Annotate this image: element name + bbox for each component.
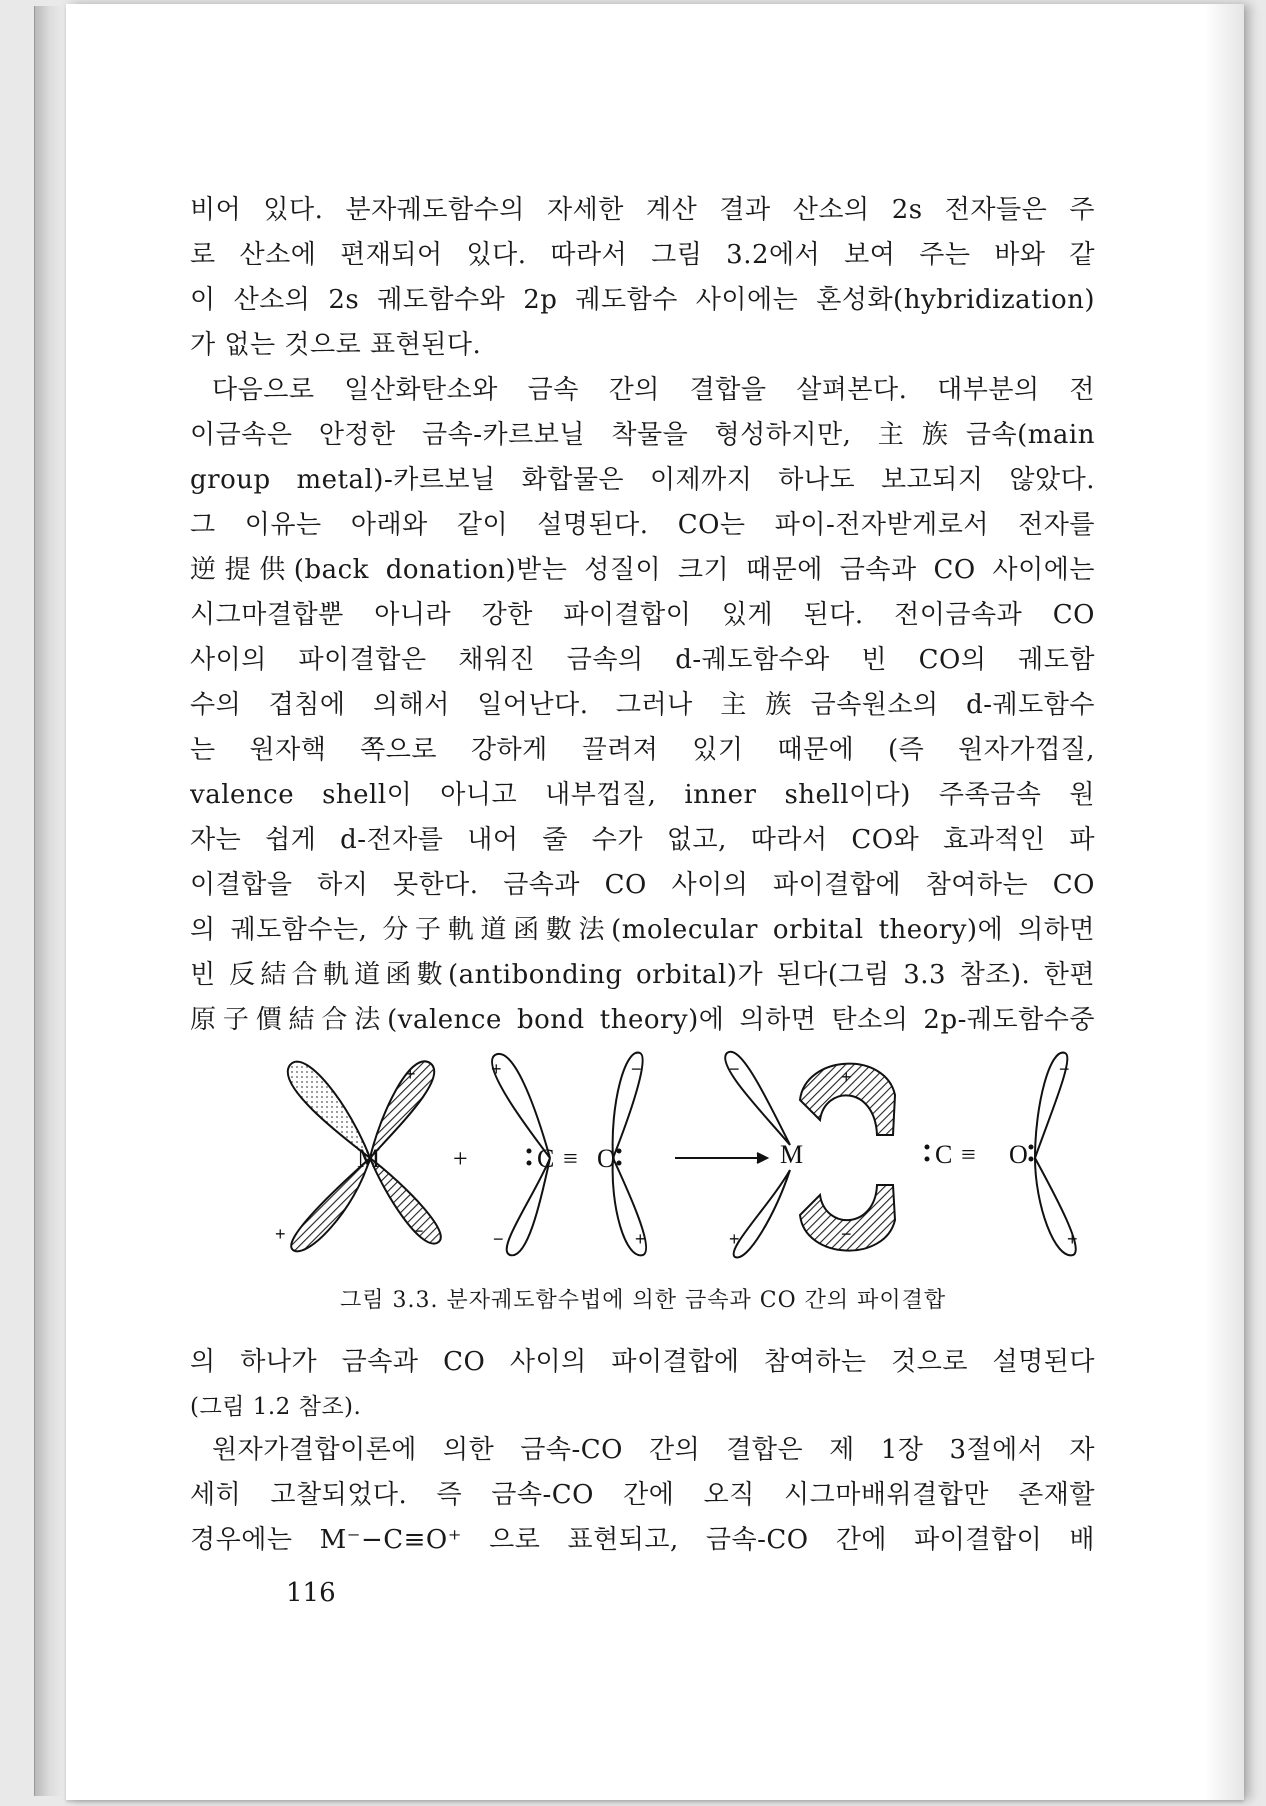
phase-sign: − (841, 1224, 852, 1244)
text-line: 경우에는 M⁻−C≡O⁺ 으로 표현되고, 금속-CO 간에 파이결합이 배 (190, 1525, 1095, 1555)
plus-sign: + (453, 1144, 468, 1173)
figure-3-3-diagram (245, 1045, 1115, 1260)
paragraph-3 (190, 1340, 1095, 1430)
text-line: 그 이유는 아래와 같이 설명된다. CO는 파이-전자받게로서 전자를 (190, 510, 1095, 540)
text-line: 가 없는 것으로 표현된다. (190, 330, 482, 360)
metal-label: M (780, 1140, 804, 1169)
paragraph-4 (190, 1428, 1095, 1563)
text-line: 逆提供(back donation)받는 성질이 크기 때문에 금속과 CO 사이에는 (190, 555, 1095, 585)
phase-sign: + (491, 1059, 502, 1079)
text-line: 다음으로 일산화탄소와 금속 간의 결합을 살펴본다. 대부분의 전 (212, 375, 1095, 405)
carbon-label: C (935, 1140, 953, 1169)
phase-sign: + (635, 1229, 646, 1249)
phase-sign: + (1067, 1229, 1078, 1249)
phase-sign: + (841, 1067, 852, 1087)
text-line: 는 원자핵 쪽으로 강하게 끌려져 있기 때문에 (즉 원자가껍질, (190, 735, 1095, 765)
text-line: 빈 反結合軌道函數(antibonding orbital)가 된다(그림 3.3 참조). 한편 (190, 960, 1095, 990)
text-line: 이금속은 안정한 금속-카르보닐 착물을 형성하지만, 主族금속(main (190, 420, 1095, 450)
paragraph-2 (190, 368, 1095, 1043)
text-line: 원자가결합이론에 의한 금속-CO 간의 결합은 제 1장 3절에서 자 (212, 1435, 1095, 1465)
figure-caption (340, 1283, 946, 1314)
oxygen-label: O (1009, 1140, 1028, 1169)
paragraph-1 (190, 188, 1095, 368)
text-line: 시그마결합뿐 아니라 강한 파이결합이 있게 된다. 전이금속과 CO (190, 600, 1095, 630)
page-shadow (1204, 4, 1244, 1800)
text-line: 사이의 파이결합은 채워진 금속의 d-궤도함수와 빈 CO의 궤도함 (190, 645, 1095, 675)
text-line: 로 산소에 편재되어 있다. 따라서 그림 3.2에서 보여 주는 바와 같 (190, 240, 1095, 270)
phase-sign: − (631, 1059, 642, 1079)
triple-bond: ≡ (563, 1144, 578, 1173)
text-line: valence shell이 아니고 내부껍질, inner shell이다) 주족금속 원 (190, 780, 1095, 810)
text-line: 수의 겹침에 의해서 일어난다. 그러나 主族금속원소의 d-궤도함수 (190, 690, 1095, 720)
text-line: 비어 있다. 분자궤도함수의 자세한 계산 결과 산소의 2s 전자들은 주 (190, 195, 1095, 225)
phase-sign: + (275, 1224, 286, 1244)
text-line: 의 하나가 금속과 CO 사이의 파이결합에 참여하는 것으로 설명된다 (190, 1347, 1095, 1377)
text-line: 이 산소의 2s 궤도함수와 2p 궤도함수 사이에는 혼성화(hybridization) (190, 285, 1095, 315)
phase-sign: − (413, 1221, 424, 1241)
text-line: 자는 쉽게 d-전자를 내어 줄 수가 없고, 따라서 CO와 효과적인 파 (190, 825, 1095, 855)
figure-caption-number: 그림 3.3. (340, 1288, 439, 1313)
text-line: 의 궤도함수는, 分子軌道函數法(molecular orbital theory)에 의하면 (190, 915, 1095, 945)
metal-d-lobe (734, 1170, 790, 1258)
figure-caption-text: 분자궤도함수법에 의한 금속과 CO 간의 파이결합 (446, 1288, 947, 1313)
phase-sign: − (729, 1059, 740, 1079)
metal-d-lobe (370, 1158, 441, 1244)
phase-sign: − (1059, 1059, 1070, 1079)
text-line: 이결합을 하지 못한다. 금속과 CO 사이의 파이결합에 참여하는 CO (190, 870, 1095, 900)
text-line: (그림 1.2 참조). (190, 1394, 362, 1420)
metal-label: M (357, 1144, 381, 1173)
text-line: 세히 고찰되었다. 즉 금속-CO 간에 오직 시그마배위결합만 존재할 (190, 1480, 1095, 1510)
oxygen-label: O (597, 1144, 616, 1173)
page-number: 116 (286, 1578, 336, 1608)
phase-sign: + (729, 1229, 740, 1249)
phase-sign: + (405, 1064, 416, 1084)
phase-sign: − (493, 1229, 504, 1249)
triple-bond: ≡ (961, 1140, 976, 1169)
text-line: 原子價結合法(valence bond theory)에 의하면 탄소의 2p-궤도함수중 (190, 1005, 1095, 1035)
text-line: group metal)-카르보닐 화합물은 이제까지 하나도 보고되지 않았다. (190, 465, 1095, 495)
carbon-label: C (537, 1144, 555, 1173)
